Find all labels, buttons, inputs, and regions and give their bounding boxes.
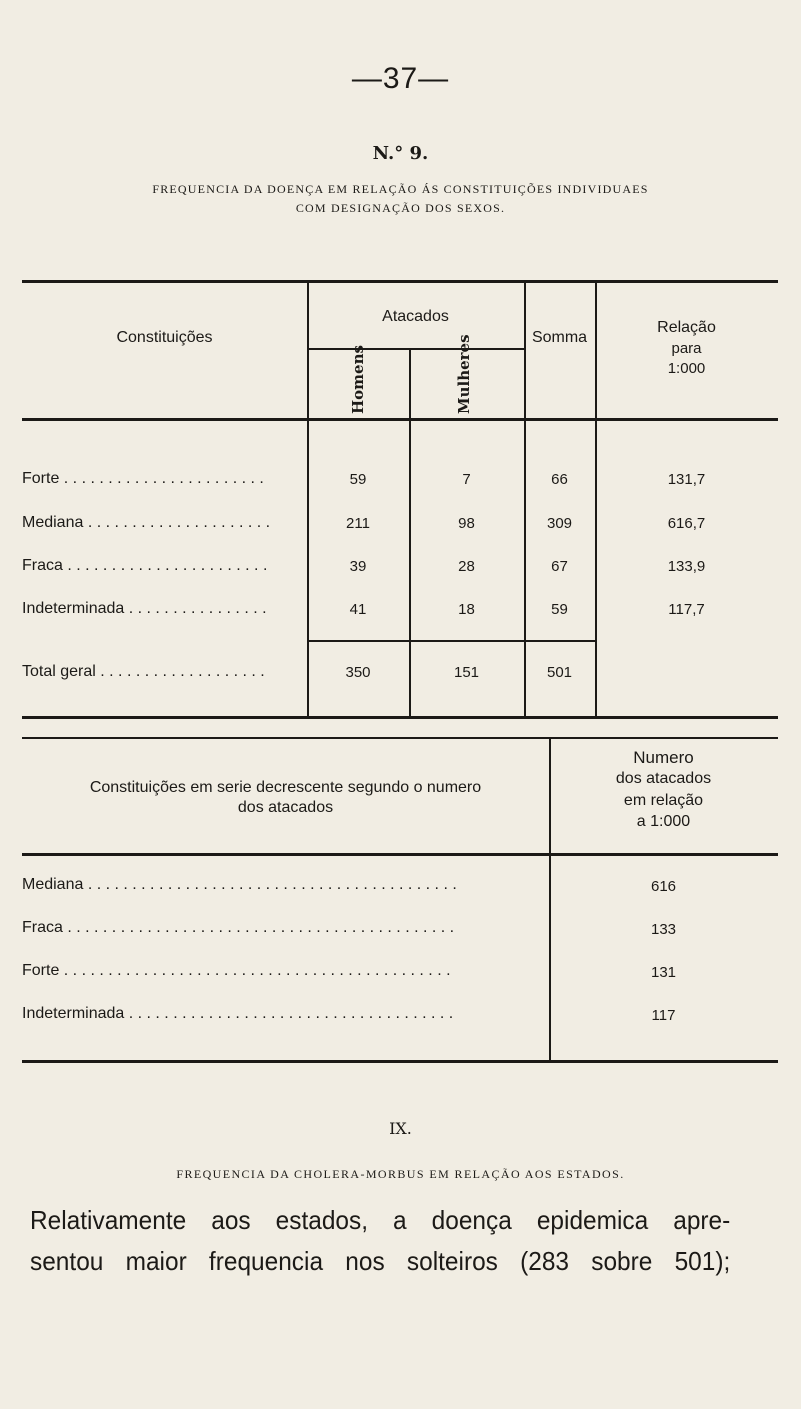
table2-top-rule	[22, 737, 778, 739]
paragraph-line-2: sentou maior frequencia nos solteiros (283 sobre 501);	[30, 1246, 731, 1276]
table2-row-label: Indeterminada . . . . . . . . . . . . . . . . . . . . . . . . . . . . . . . . . . . . .	[22, 1005, 454, 1022]
cell-somma: 67	[551, 558, 568, 575]
header-atacados: Atacados	[382, 308, 449, 325]
cell-homens: 59	[349, 471, 367, 488]
row-label-forte: Forte . . . . . . . . . . . . . . . . . . . . . . .	[22, 470, 264, 487]
section-caption: FREQUENCIA DA CHOLERA-MORBUS EM RELAÇÃO AOS ESTADOS.	[176, 1167, 625, 1181]
cell-homens: 211	[346, 515, 370, 532]
header-mulheres: Mulheres	[455, 334, 473, 414]
header-somma: Somma	[531, 329, 588, 346]
header-constituicoes: Constituições	[116, 329, 213, 346]
cell-somma: 309	[546, 515, 573, 532]
cell-homens: 41	[349, 601, 367, 618]
cell-somma: 59	[551, 601, 568, 618]
table-bottom-rule	[22, 716, 778, 719]
table2-header-rule	[22, 853, 778, 856]
table2-header-right-2: dos atacados	[615, 770, 712, 787]
row-label-indeterminada: Indeterminada . . . . . . . . . . . . . . . .	[22, 600, 267, 617]
cell-homens: 350	[345, 664, 371, 681]
table2-row-label: Forte . . . . . . . . . . . . . . . . . . . . . . . . . . . . . . . . . . . . . . . . . . . .	[22, 962, 451, 979]
table2-row-value: 131	[650, 964, 677, 981]
table2-header-left-1: Constituições em serie decrescente segundo o numero	[89, 779, 482, 796]
cell-mulheres: 28	[458, 558, 475, 575]
table-caption-line2: COM DESIGNAÇÃO DOS SEXOS.	[295, 201, 506, 215]
table2-header-right-1: Numero	[633, 748, 694, 767]
cell-homens: 39	[349, 558, 367, 575]
col-divider-2	[409, 348, 411, 718]
cell-mulheres: 18	[458, 601, 475, 618]
atacados-subrule	[307, 348, 524, 350]
table2-row-label: Mediana . . . . . . . . . . . . . . . . . . . . . . . . . . . . . . . . . . . . . . . . . .	[22, 876, 457, 893]
header-relacao-2: para	[671, 340, 702, 357]
cell-relacao: 117,7	[668, 601, 705, 618]
constitution-table	[22, 280, 778, 718]
section-numeral: IX.	[389, 1119, 412, 1138]
cell-relacao: 133,9	[667, 558, 706, 575]
header-homens: Homens	[349, 345, 367, 414]
cell-relacao: 131,7	[667, 471, 706, 488]
cell-somma: 66	[551, 471, 568, 488]
table2-row-value: 117	[651, 1007, 676, 1024]
header-relacao-3: 1:000	[667, 360, 706, 377]
cell-mulheres: 7	[462, 471, 471, 488]
table2-row-value: 133	[650, 921, 677, 938]
table-caption-line1: FREQUENCIA DA DOENÇA EM RELAÇÃO ÁS CONSTITUIÇÕES INDIVIDUAES	[152, 182, 649, 196]
table-number: N.° 9.	[372, 143, 429, 164]
cell-mulheres: 98	[458, 515, 475, 532]
col-divider-1	[307, 280, 309, 718]
table2-header-left-2: dos atacados	[237, 799, 334, 816]
cell-relacao: 616,7	[667, 515, 706, 532]
cell-somma: 501	[546, 664, 573, 681]
cell-mulheres: 151	[453, 664, 480, 681]
row-label-mediana: Mediana . . . . . . . . . . . . . . . . . . . . .	[22, 514, 271, 531]
row-label-total: Total geral . . . . . . . . . . . . . . . . . . .	[22, 663, 265, 680]
row-label-fraca: Fraca . . . . . . . . . . . . . . . . . . . . . . .	[22, 557, 268, 574]
ranking-table	[22, 737, 778, 1062]
table2-header-right-4: a 1:000	[636, 813, 691, 830]
page-number: —37—	[351, 62, 450, 95]
table2-bottom-rule	[22, 1060, 778, 1063]
table2-header-right-3: em relação	[623, 792, 704, 809]
table2-row-label: Fraca . . . . . . . . . . . . . . . . . . . . . . . . . . . . . . . . . . . . . . . . . . . .	[22, 919, 455, 936]
table2-row-value: 616	[650, 878, 677, 895]
header-relacao-1: Relação	[657, 319, 716, 336]
paragraph-line-1: Relativamente aos estados, a doença epidemica apre-	[30, 1205, 731, 1235]
header-bottom-rule	[22, 418, 778, 421]
total-rule	[307, 640, 595, 642]
table-top-rule	[22, 280, 778, 283]
